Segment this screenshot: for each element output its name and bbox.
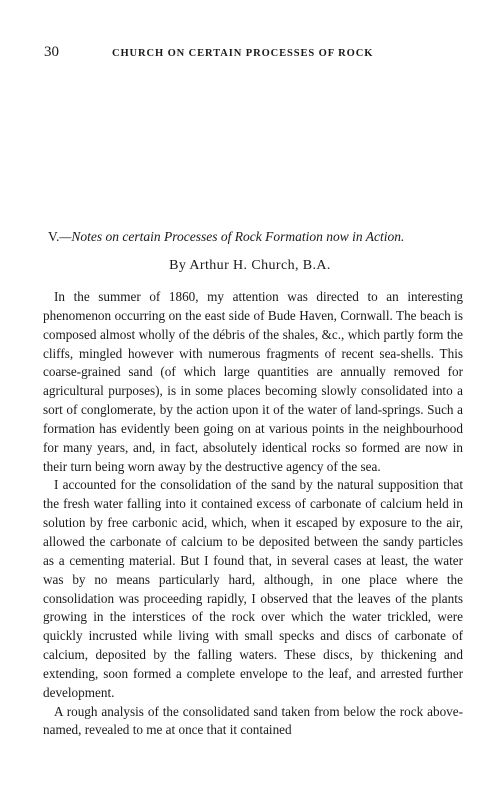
article-title-text: —Notes on certain Processes of Rock Formation now in Action.	[59, 229, 405, 244]
paragraph: A rough analysis of the consolidated sand taken from below the rock above-named, revealed to me at once that it contained	[43, 703, 463, 738]
author-byline: By Arthur H. Church, B.A.	[169, 258, 331, 273]
paragraph: In the summer of 1860, my attention was directed to an interesting phenomenon occurring on the east side of Bude Haven, Cornwall. The beach is composed almost wholly of the débris of the shales, &c., which partly form the cliffs, mingled however with numerous fragments of recent sea-shells. This coarse-grained sand (of which large quantities are annually removed for agricultural purposes), is in some places becoming slowly consolidated into a sort of conglomerate, by the action upon it of the water of land-springs. Such a formation has evidently been going on at various points in the neighbourhood for many years, and, in fact, absolutely identical rocks so formed are now in their turn being worn away by the destructive agency of the sea.	[43, 289, 463, 474]
paragraph: I accounted for the consolidation of the sand by the natural supposition that the fresh water falling into it contained excess of carbonate of calcium held in solution by free carbonic acid, which, when it escaped by exposure to the air, allowed the carbonate of calcium to be deposited between the sandy particles as a cementing material. But I found that, in several cases at least, the water was by no means particularly hard, although, in one place where the consolidation was proceeding rapidly, I observed that the leaves of the plants growing in the interstices of the rock over which the water trickled, were quickly incrusted while living with small specks and discs of carbonate of calcium, deposited by the falling waters. These discs, by thickening and extending, soon formed a complete envelope to the leaf, and arrested further development.	[43, 477, 463, 700]
running-header	[44, 44, 460, 64]
section-number: V.	[48, 229, 60, 244]
running-title: CHURCH ON CERTAIN PROCESSES OF ROCK	[112, 48, 374, 59]
article-title	[48, 229, 460, 245]
page-number: 30	[44, 44, 59, 60]
article-body	[43, 288, 463, 740]
